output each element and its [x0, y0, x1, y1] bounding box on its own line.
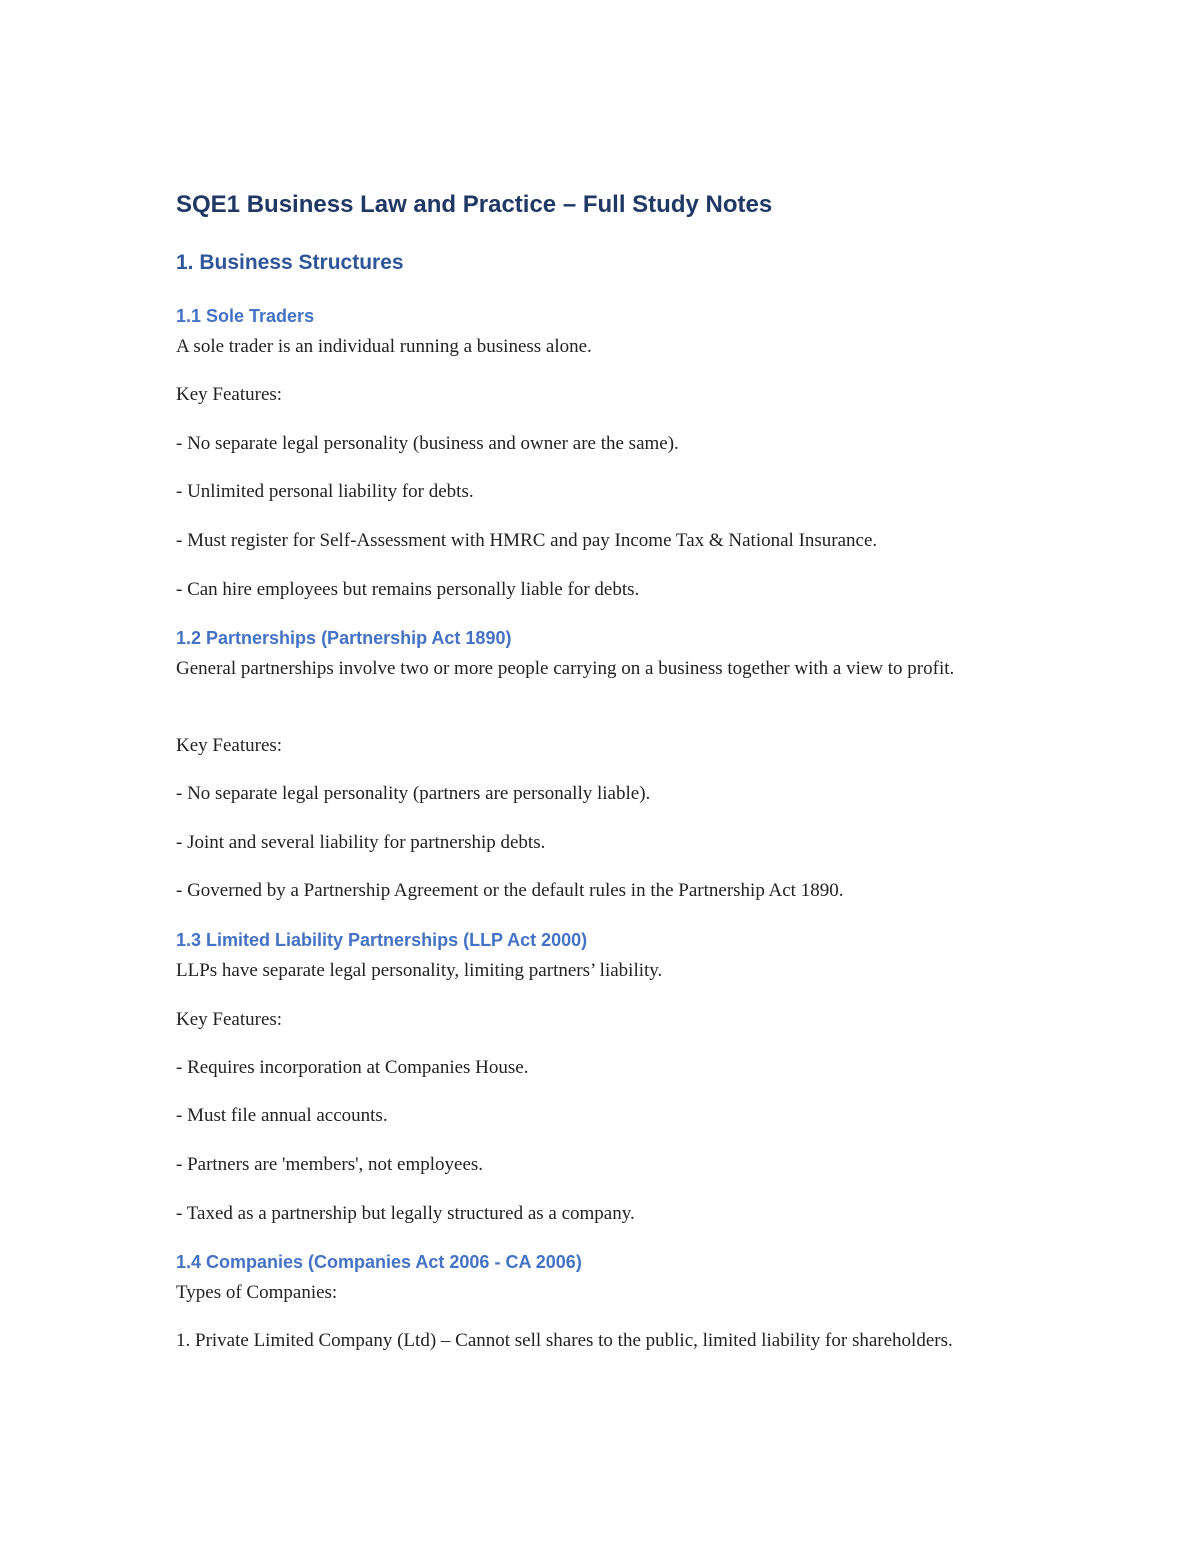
llp-key-features-label: Key Features:	[176, 1009, 283, 1030]
partnerships-feature: - No separate legal personality (partners are personally liable).	[176, 783, 651, 804]
subsection-heading-sole-traders: 1.1 Sole Traders	[176, 306, 315, 326]
sole-traders-feature: - Can hire employees but remains personally liable for debts.	[176, 579, 640, 600]
sole-traders-feature: - Unlimited personal liability for debts.	[176, 481, 474, 502]
llp-feature: - Taxed as a partnership but legally structured as a company.	[176, 1203, 635, 1224]
partnerships-feature: - Governed by a Partnership Agreement or the default rules in the Partnership Act 1890.	[176, 880, 844, 901]
llp-intro: LLPs have separate legal personality, limiting partners’ liability.	[176, 960, 663, 981]
sole-traders-intro: A sole trader is an individual running a business alone.	[176, 336, 592, 357]
partnerships-feature: - Joint and several liability for partnership debts.	[176, 832, 546, 853]
subsection-heading-companies: 1.4 Companies (Companies Act 2006 - CA 2006)	[176, 1252, 582, 1272]
llp-feature: - Must file annual accounts.	[176, 1105, 388, 1126]
llp-feature: - Partners are 'members', not employees.	[176, 1154, 484, 1175]
partnerships-intro: General partnerships involve two or more people carrying on a business together with a view to profit.	[176, 658, 955, 679]
sole-traders-feature: - No separate legal personality (business and owner are the same).	[176, 433, 679, 454]
partnerships-key-features-label: Key Features:	[176, 735, 283, 756]
document-title: SQE1 Business Law and Practice – Full Study Notes	[176, 191, 773, 218]
sole-traders-key-features-label: Key Features:	[176, 384, 283, 405]
llp-feature: - Requires incorporation at Companies House.	[176, 1057, 529, 1078]
subsection-heading-llp: 1.3 Limited Liability Partnerships (LLP Act 2000)	[176, 930, 588, 950]
sole-traders-feature: - Must register for Self-Assessment with HMRC and pay Income Tax & National Insurance.	[176, 530, 878, 551]
section-heading-business-structures: 1. Business Structures	[176, 251, 404, 274]
companies-intro: Types of Companies:	[176, 1282, 338, 1303]
subsection-heading-partnerships: 1.2 Partnerships (Partnership Act 1890)	[176, 628, 512, 648]
companies-type-item: 1. Private Limited Company (Ltd) – Cannot sell shares to the public, limited liability for shareholders.	[176, 1330, 953, 1351]
